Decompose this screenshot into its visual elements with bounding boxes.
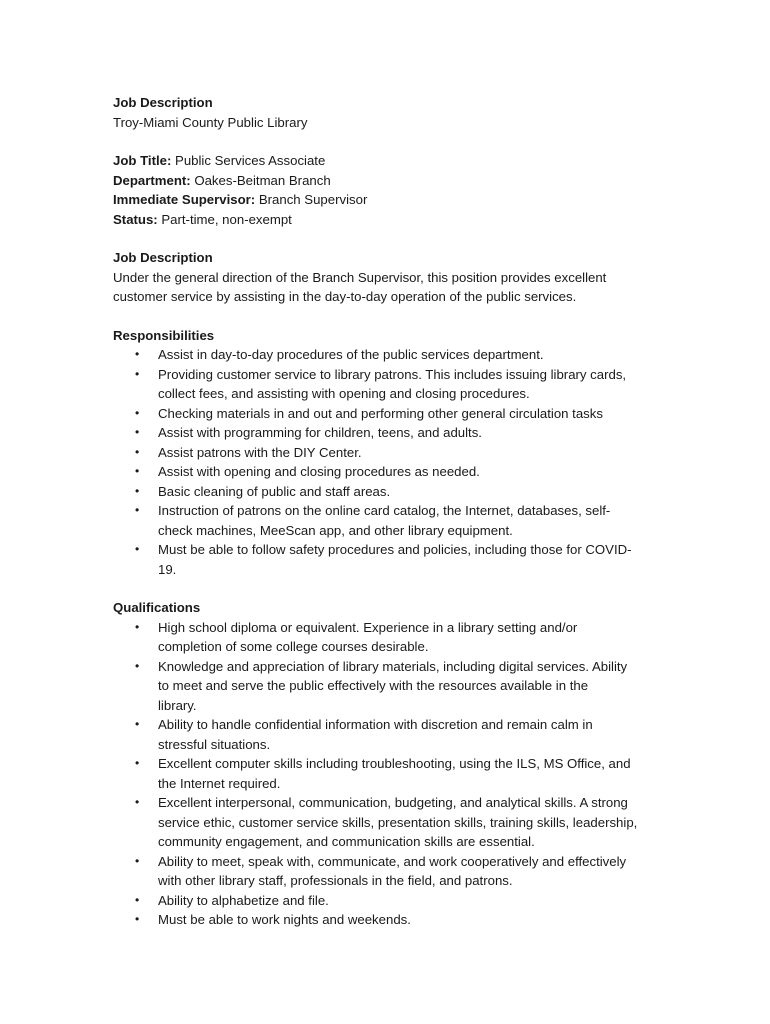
- document-title: Job Description: [113, 95, 213, 110]
- status-row: [113, 210, 673, 230]
- job-title-row: [113, 151, 673, 171]
- bullet-icon: •: [135, 756, 140, 770]
- qualification-item-text: Excellent interpersonal, communication, budgeting, and analytical skills. A strong: [158, 795, 628, 810]
- bullet-icon: •: [135, 366, 140, 381]
- qualification-item-text: the Internet required.: [158, 775, 281, 791]
- bullet-icon: •: [135, 542, 140, 556]
- responsibility-item: [113, 482, 673, 502]
- bullet-icon: •: [135, 912, 140, 926]
- qualification-item: [113, 618, 673, 657]
- bullet-icon: •: [135, 658, 140, 673]
- bullet-icon: •: [135, 853, 140, 868]
- bullet-icon: •: [135, 483, 140, 498]
- job-title-label: Job Title:: [113, 153, 172, 168]
- bullet-icon: •: [135, 444, 140, 459]
- qualification-item-text: stressful situations.: [158, 736, 271, 752]
- bullet-icon: •: [135, 892, 140, 907]
- qualification-item: [113, 657, 673, 716]
- department-value: Oakes-Beitman Branch: [190, 172, 331, 188]
- qualification-item-text: Must be able to work nights and weekends.: [158, 912, 411, 927]
- responsibility-item: [113, 443, 673, 463]
- responsibility-item: [113, 540, 673, 579]
- status-label: Status:: [113, 211, 158, 227]
- responsibility-item-text: Checking materials in and out and performing other general circulation tasks: [158, 405, 603, 421]
- responsibility-item-text: check machines, MeeScan app, and other library equipment.: [158, 522, 513, 538]
- job-description-heading: Job Description: [113, 250, 213, 265]
- organization-name: Troy-Miami County Public Library: [113, 114, 308, 130]
- qualification-item: [113, 715, 673, 754]
- job-description-line: customer service by assisting in the day-to-day operation of the public services.: [113, 289, 577, 304]
- supervisor-row: [113, 190, 673, 210]
- responsibility-item: [113, 345, 673, 365]
- qualification-item-text: Knowledge and appreciation of library materials, including digital services. Ability: [158, 658, 628, 674]
- qualification-item: [113, 910, 673, 930]
- qualification-item-text: to meet and serve the public effectively with the resources available in the: [158, 678, 589, 693]
- responsibility-item-text: Assist in day-to-day procedures of the public services department.: [158, 347, 544, 362]
- qualification-item: [113, 754, 673, 793]
- bullet-icon: •: [135, 795, 140, 809]
- qualification-item-text: with other library staff, professionals in the field, and patrons.: [158, 873, 513, 888]
- qualification-item-text: service ethic, customer service skills, presentation skills, training skills, leadership,: [158, 814, 638, 830]
- bullet-icon: •: [135, 619, 140, 634]
- job-details: [113, 151, 673, 229]
- department-label: Department:: [113, 172, 191, 188]
- responsibility-item-text: Assist with programming for children, teens, and adults.: [158, 425, 482, 440]
- qualification-item-text: Ability to handle confidential information with discretion and remain calm in: [158, 717, 593, 732]
- responsibility-item-text: Instruction of patrons on the online card catalog, the Internet, databases, self-: [158, 503, 611, 518]
- qualification-item: [113, 852, 673, 891]
- department-row: [113, 171, 673, 191]
- document-page: [113, 93, 673, 930]
- responsibility-item-text: Assist patrons with the DIY Center.: [158, 444, 362, 460]
- job-title-value: Public Services Associate: [171, 153, 326, 168]
- responsibilities-list: [113, 345, 673, 579]
- qualification-item: [113, 891, 673, 911]
- responsibility-item-text: Providing customer service to library patrons. This includes issuing library cards,: [158, 366, 627, 382]
- responsibility-item-text: Basic cleaning of public and staff areas.: [158, 483, 391, 499]
- responsibility-item: [113, 404, 673, 424]
- bullet-icon: •: [135, 425, 140, 439]
- qualification-item-text: High school diploma or equivalent. Experience in a library setting and/or: [158, 619, 578, 635]
- qualification-item-text: Ability to meet, speak with, communicate, and work cooperatively and effectively: [158, 853, 627, 869]
- responsibility-item-text: Must be able to follow safety procedures and policies, including those for COVID-: [158, 542, 632, 557]
- qualification-item-text: library.: [158, 697, 197, 713]
- responsibility-item-text: 19.: [158, 561, 177, 577]
- responsibility-item: [113, 365, 673, 404]
- qualification-item-text: completion of some college courses desirable.: [158, 639, 429, 654]
- qualification-item-text: Ability to alphabetize and file.: [158, 892, 329, 908]
- responsibilities-heading: Responsibilities: [113, 327, 215, 343]
- responsibility-item: [113, 423, 673, 443]
- supervisor-label: Immediate Supervisor:: [113, 192, 256, 207]
- job-description-line: Under the general direction of the Branch Supervisor, this position provides excellent: [113, 269, 607, 285]
- bullet-icon: •: [135, 405, 140, 420]
- qualifications-heading: Qualifications: [113, 600, 201, 615]
- bullet-icon: •: [135, 347, 140, 361]
- responsibility-item-text: collect fees, and assisting with opening and closing procedures.: [158, 386, 530, 401]
- bullet-icon: •: [135, 464, 140, 478]
- qualification-item-text: Excellent computer skills including troubleshooting, using the ILS, MS Office, and: [158, 756, 631, 771]
- responsibility-item: [113, 501, 673, 540]
- qualification-item-text: community engagement, and communication skills are essential.: [158, 834, 535, 849]
- responsibility-item: [113, 462, 673, 482]
- status-value: Part-time, non-exempt: [157, 211, 292, 227]
- bullet-icon: •: [135, 717, 140, 731]
- qualification-item: [113, 793, 673, 852]
- qualifications-list: [113, 618, 673, 930]
- responsibility-item-text: Assist with opening and closing procedures as needed.: [158, 464, 480, 479]
- bullet-icon: •: [135, 503, 140, 517]
- supervisor-value: Branch Supervisor: [255, 192, 368, 207]
